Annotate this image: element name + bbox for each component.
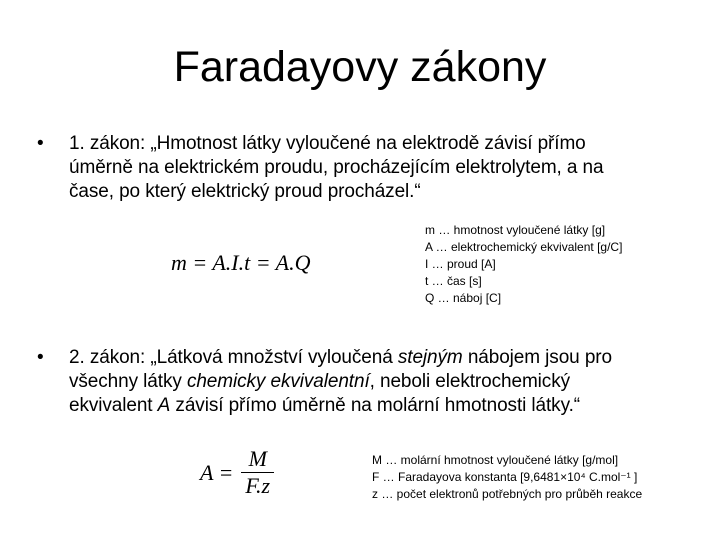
slide-title: Faradayovy zákony [173,43,547,91]
formula-fraction [241,446,274,499]
legend-item-m-molar: M … molární hmotnost vyloučené látky [g/mol] [372,453,619,467]
first-law-line-3: čase, po který elektrický proud procházel.“ [69,181,421,202]
legend-item-f: F … Faradayova konstanta [9,6481×10⁴ C.mol⁻¹ ] [372,470,638,484]
text-run: závisí přímo úměrně na molární hmotnosti látky.“ [170,395,580,416]
emphasis-chemicky-ekvivalentni: chemicky ekvivalentní [186,371,370,392]
text-run: ekvivalent [69,395,158,416]
legend-first-law [425,222,622,307]
fraction-denominator: F.z [245,473,271,498]
emphasis-stejnym: stejným [397,347,463,368]
second-law-text [69,346,612,418]
text-run: , neboli elektrochemický [369,371,570,392]
legend-item-q: Q … náboj [C] [425,291,502,305]
legend-item-i: I … proud [A] [425,257,496,271]
legend-item-z: z … počet elektronů potřebných pro průběh reakce [372,487,643,501]
bullet-marker: • [37,133,44,154]
second-law-line-2 [69,370,612,394]
legend-item-a: A … elektrochemický ekvivalent [g/C] [425,240,623,254]
formula-second-law [200,446,274,499]
bullet-second-law [37,346,697,418]
first-law-line-2: úměrně na elektrickém proudu, procházejícím elektrolytem, a na [69,157,604,178]
bullet-marker: • [37,347,44,368]
fraction-numerator: M [248,446,267,471]
text-run: 2. zákon: „Látková množství vyloučená [69,347,398,368]
second-law-line-3 [69,394,612,418]
legend-second-law [372,452,642,503]
legend-item-t: t … čas [s] [425,274,482,288]
text-run: nábojem jsou pro [462,347,612,368]
legend-item-m: m … hmotnost vyloučené látky [g] [425,223,606,237]
formula-first-law: m = A.I.t = A.Q [171,250,311,275]
bullet-first-law [37,132,677,204]
second-law-line-1 [69,346,612,370]
text-run: všechny látky [69,371,187,392]
emphasis-a: A [157,395,171,416]
first-law-text [69,132,604,204]
first-law-line-1: 1. zákon: „Hmotnost látky vyloučené na elektrodě závisí přímo [69,133,586,154]
formula-lhs: A = [200,459,234,485]
